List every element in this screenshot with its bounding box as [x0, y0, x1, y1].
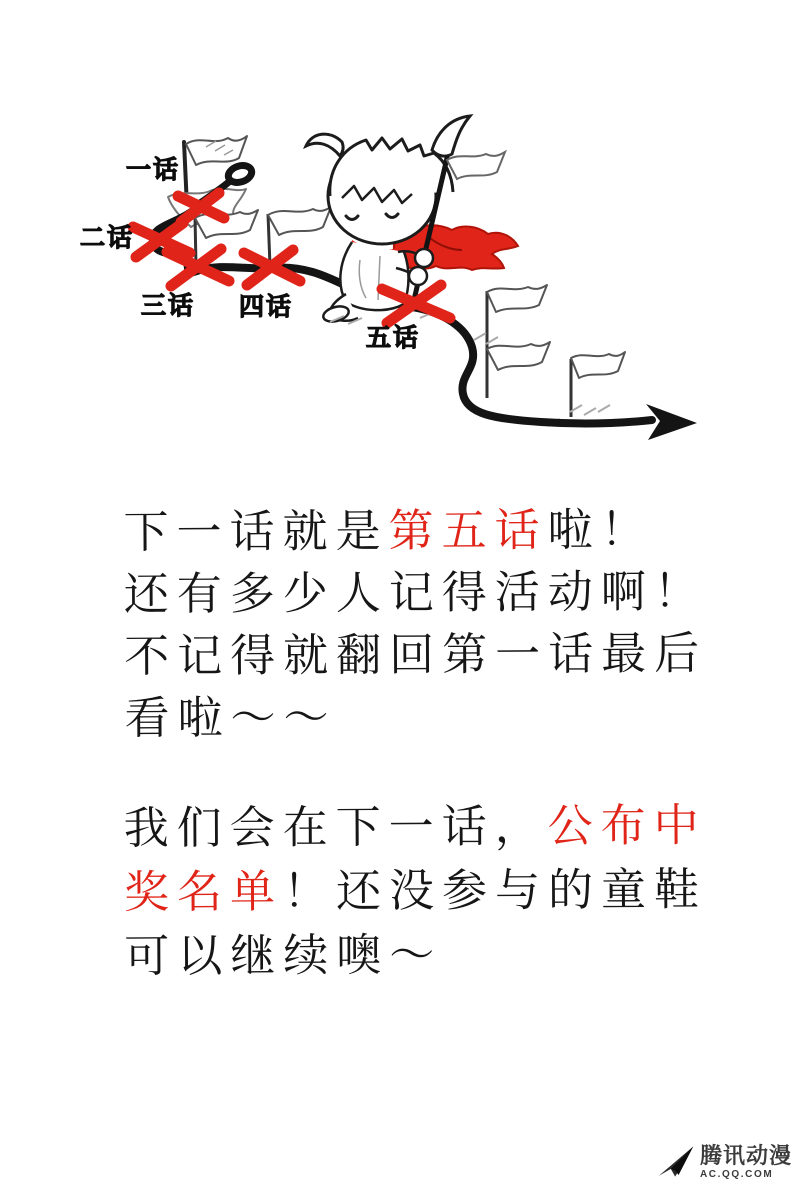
text-segment-highlight: 奖名单	[123, 865, 284, 918]
milestone-label-episode2: 二话	[80, 224, 135, 252]
text-line	[123, 498, 763, 563]
paper-plane-icon	[657, 1144, 695, 1180]
milestone-label-episode5: 五话	[366, 324, 421, 352]
text-line: 可以继续噢～	[124, 929, 443, 982]
brand-site: AC.QQ.COM	[699, 1168, 774, 1180]
tencent-comics-logo	[657, 1144, 792, 1180]
text-segment: 啦！	[547, 503, 654, 556]
announcement-paragraph-2	[124, 793, 765, 988]
announcement-paragraph-1	[123, 498, 764, 749]
text-line: 不记得就翻回第一话最后	[124, 627, 708, 682]
text-segment-highlight: 第五话	[388, 504, 548, 557]
text-line	[124, 793, 764, 860]
text-line	[124, 857, 764, 924]
brand-name: 腾讯动漫	[699, 1142, 792, 1168]
text-line: 看啦～～	[124, 691, 337, 744]
text-segment: 下一话就是	[123, 505, 389, 558]
devil-horn-left	[306, 134, 343, 156]
text-segment: 我们会在下一话，	[123, 800, 548, 854]
milestone-label-episode1: 一话	[126, 156, 181, 184]
milestone-label-episode4: 四话	[239, 293, 294, 321]
text-segment-highlight: 公布中	[547, 799, 707, 852]
milestone-label-episode3: 三话	[141, 292, 196, 320]
text-segment: ！还没参与的童鞋	[282, 863, 708, 917]
devil-horn-right	[432, 116, 470, 156]
future-flags-icon	[474, 285, 625, 426]
text-line: 还有多少人记得活动啊！	[123, 565, 707, 620]
flag-icon-episode5	[447, 152, 505, 179]
